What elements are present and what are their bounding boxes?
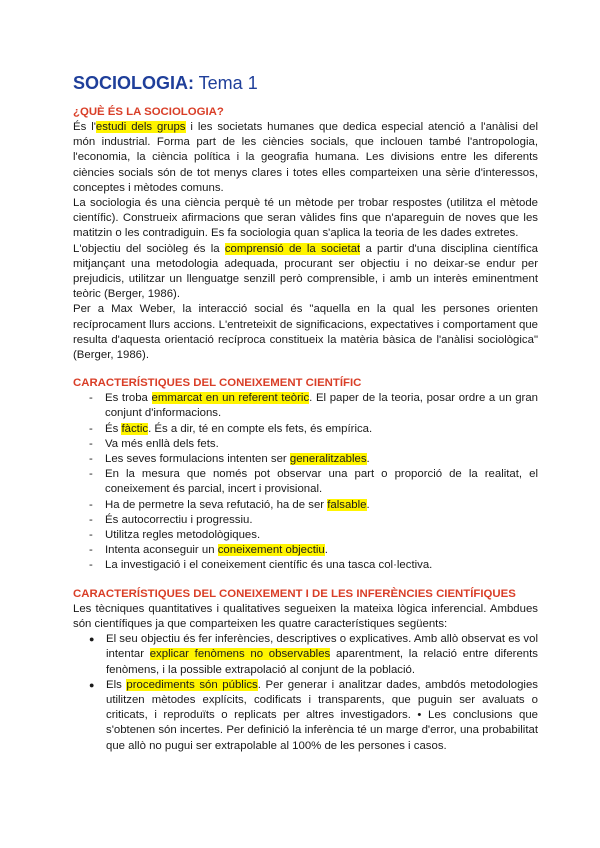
section-scientific-inferences <box>73 586 538 754</box>
title-subject: SOCIOLOGIA: <box>73 73 194 93</box>
highlight: fàctic <box>121 422 149 435</box>
list-item: - Ha de permetre la seva refutació, ha de ser falsable. <box>73 498 538 513</box>
paragraph: És l'estudi dels grups i les societats humanes que dedica especial atenció a l'anàlisi del món industrial. Forma part de les ciències socials, que inclouen també l'antropologia, l'economia, la ciència política i la geografia humana. Les divisions entre les diferents ciències socials són de tot menys clares i totes elles comparteixen una sèrie d'interessos, conceptes i mètodes comuns. <box>73 121 538 194</box>
list-item: - És fàctic. És a dir, té en compte els fets, és empírica. <box>73 422 538 437</box>
highlight: explicar fenòmens no observables <box>149 648 331 661</box>
dash-marker: - <box>89 559 93 572</box>
list-item: ● Els procediments són públics. Per generar i analitzar dades, ambdós metodologies utilitzen mètodes explícits, codificats i transparents, que puguin ser avaluats o criticats, i reproduïts o replicats per altres investigadors. • Les conclusions que s'obtenen són incertes. Per definició la inferència té un marge d'error, una probabilitat que allò no pugui ser extrapolable al 100% de les persones i casos. <box>89 678 538 752</box>
highlight: falsable <box>327 498 367 511</box>
dash-list <box>73 391 538 573</box>
list-item: - Utilitza regles metodològiques. <box>73 528 538 543</box>
title-topic: Tema 1 <box>194 73 258 93</box>
bullet-marker: ● <box>89 679 95 690</box>
dash-marker: - <box>89 437 93 450</box>
dash-marker: - <box>89 513 93 526</box>
highlight: comprensió de la societat <box>224 242 361 255</box>
section-what-is-sociology <box>73 104 538 363</box>
dash-marker: - <box>89 529 93 542</box>
dash-marker: - <box>89 544 93 557</box>
document-title <box>73 72 538 94</box>
dash-marker: - <box>89 453 93 466</box>
section-heading: CARACTERÍSTIQUES DEL CONEIXEMENT I DE LES INFERÈNCIES CIENTÍFIQUES <box>73 587 516 600</box>
highlight: generalitzables <box>289 453 367 466</box>
list-item: - Es troba emmarcat en un referent teòric. El paper de la teoria, posar ordre a un gran conjunt d'informacions. <box>89 392 538 420</box>
section-heading: ¿QUÈ ÉS LA SOCIOLOGIA? <box>73 106 224 118</box>
list-item: - És autocorrectiu i progressiu. <box>73 513 538 528</box>
highlight: emmarcat en un referent teòric <box>151 392 310 405</box>
paragraph: La sociologia és una ciència perquè té un mètode per trobar respostes (utilitza el mètode científic). Construeix afirmacions que seran vàlides fins que n'apareguin de noves que les matitzin o les contradiguin. Es fa sociologia quan s'aplica la teoria de les dades extretes. <box>73 197 538 240</box>
dash-marker: - <box>89 392 93 405</box>
highlight: estudi dels grups <box>95 121 186 133</box>
dash-marker: - <box>89 422 93 435</box>
list-item: - En la mesura que només pot observar una part o proporció de la realitat, el coneixement és parcial, incert i provisional. <box>89 468 538 496</box>
list-item: ● El seu objectiu és fer inferències, descriptives o explicatives. Amb allò observat es vol intentar explicar fenòmens no observables aparentment, la relació entre diferents fenòmens, i la possible extrapolació al conjunt de la població. <box>89 633 539 676</box>
list-item: - Les seves formulacions intenten ser generalitzables. <box>73 452 538 467</box>
section-heading: CARACTERÍSTIQUES DEL CONEIXEMENT CIENTÍFIC <box>73 377 362 390</box>
paragraph: Per a Max Weber, la interacció social és "aquella en la qual les persones orienten recíprocament llurs accions. L'entreteixit de significacions, expectatives i comportament que resulta d'aquesta orientació recíproca constitueix la matèria bàsica de l'anàlisi sociològica" (Berger, 1986). <box>73 303 538 362</box>
section-scientific-knowledge <box>73 375 538 573</box>
paragraph: Les tècniques quantitatives i qualitatives segueixen la mateixa lògica inferencial. Ambdues són científiques ja que comparteixen les quatre característiques següents: <box>73 602 538 630</box>
dash-marker: - <box>89 468 93 481</box>
bullet-list <box>73 632 538 754</box>
bullet-marker: ● <box>89 634 95 645</box>
highlight: coneixement objectiu <box>217 544 325 557</box>
paragraph: L'objectiu del sociòleg és la comprensió de la societat a partir d'una disciplina científica mitjançant una metodologia adequada, procurant ser objectiu i no deixar-se endur per prejudicis, utilitzar un llenguatge senzill però comprensible, i amb un interès eminentment teòric (Berger, 1986). <box>73 242 538 301</box>
list-item: - Va més enllà dels fets. <box>73 437 538 452</box>
highlight: procediments són públics <box>126 678 258 691</box>
dash-marker: - <box>89 498 93 511</box>
list-item: - La investigació i el coneixement científic és una tasca col·lectiva. <box>73 558 538 573</box>
list-item: - Intenta aconseguir un coneixement objectiu. <box>73 543 538 558</box>
